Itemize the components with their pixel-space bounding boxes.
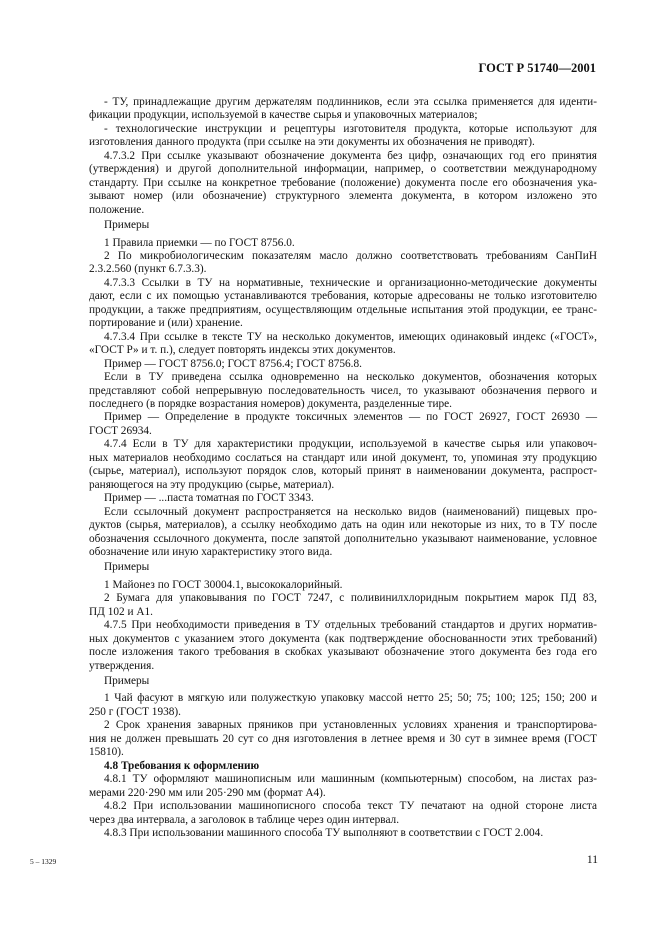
text-line: ния не должен превышать 20 сут со дня изготовления в летнее время и 30 сут в зимнее время (ГОСТ <box>89 732 597 745</box>
text-line: представляют собой непрерывную последовательность чисел, то указывают обозначения первого и <box>89 384 597 397</box>
paragraph <box>89 358 597 371</box>
text-line: ПД 102 и А1. <box>89 605 153 618</box>
paragraph <box>89 371 597 411</box>
text-line: 4.7.3.3 Ссылки в ТУ на нормативные, технические и организационно-методические документы <box>104 276 597 289</box>
paragraph <box>89 800 597 827</box>
text-line: 1 Правила приемки — по ГОСТ 8756.0. <box>104 236 295 249</box>
text-line: утверждения. <box>89 659 155 672</box>
text-line: 2 Срок хранения заварных пряников при установленных условиях хранения и транспортирова- <box>104 719 597 732</box>
text-line: 15810). <box>89 746 124 759</box>
paragraph <box>89 277 597 331</box>
text-line: ГОСТ 26934. <box>89 424 152 437</box>
text-line: 1 Чай фасуют в мягкую или полужесткую упаковку массой нетто 25; 50; 75; 100; 125; 150; 200 и <box>104 692 597 705</box>
text-line: Пример — Определение в продукте токсичных элементов — по ГОСТ 26927, ГОСТ 26930 — <box>104 411 597 424</box>
text-line: последнего (в порядке возрастания номеров) документа, разделенные тире. <box>89 397 452 410</box>
text-line: - ТУ, принадлежащие другим держателям подлинников, если эта ссылка применяется для иденти- <box>104 96 597 108</box>
paragraph <box>89 579 597 592</box>
text-line: 1 Майонез по ГОСТ 30004.1, высококалорийный. <box>104 578 343 591</box>
paragraph <box>89 692 597 719</box>
text-line: 2 По микробиологическим показателям масло должно соответствовать требованиям СанПиН <box>104 249 597 262</box>
text-line: обозначения ссылочного документа, после запятой дополнительно указывают наименование, условное <box>89 532 597 545</box>
text-line: «ГОСТ Р» и т. п.), следует повторять индексы этих документов. <box>89 344 396 357</box>
paragraph <box>89 150 597 217</box>
text-line: фикации продукции, используемой в качестве сырья и упаковочных материалов; <box>89 109 478 122</box>
paragraph <box>89 237 597 250</box>
paragraph <box>89 438 597 492</box>
text-line: ных материалов необходимо сослаться на стандарт или иной документ, то, упоминая эту продукцию <box>89 451 597 464</box>
text-line: дают, если с их помощью устанавливаются требования, которые адресованы не только изготовителю <box>89 290 597 303</box>
page-number: 11 <box>586 854 598 866</box>
text-line: (утверждения) и другой дополнительной информации, например, о соответствии международному <box>89 163 597 176</box>
paragraph <box>89 331 597 358</box>
paragraph <box>89 592 597 619</box>
text-line: Если ссылочный документ распространяется на несколько видов (наименований) пищевых про- <box>104 505 597 518</box>
text-line: Если в ТУ приведена ссылка одновременно на несколько документов, обозначения которых <box>104 371 597 384</box>
section-heading: 4.8 Требования к оформлению <box>104 759 260 772</box>
text-line: 4.7.3.4 При ссылке в тексте ТУ на несколько документов, имеющих одинаковый индекс («ГОСТ», <box>104 330 597 343</box>
text-line: 2 Бумага для упаковывания по ГОСТ 7247, с поливинилхлоридным покрытием марок ПД 83, <box>104 592 597 605</box>
text-line: 4.7.4 Если в ТУ для характеристики продукции, используемой в качестве сырья или упаковоч- <box>104 438 597 451</box>
paragraph <box>89 773 597 800</box>
text-line: 4.8.2 При использовании машинописного способа текст ТУ печатают на одной стороне листа <box>104 800 597 813</box>
examples-heading: Примеры <box>104 219 150 232</box>
text-line: - технологические инструкции и рецептуры изготовителя продукта, которые используют для <box>104 122 597 135</box>
paragraph <box>89 250 597 277</box>
text-line: дуктов (сырья, материалов), а ссылку необходимо дать на один или некоторые из них, то в ТУ после <box>89 519 597 532</box>
text-line: 250 г (ГОСТ 1938). <box>89 705 181 718</box>
text-line: (сырье, материал), используют порядок слов, который принят в наименовании документа, распрост- <box>89 465 597 478</box>
text-line: после изложения такого требования в скобках указывают обозначение этого документа без года его <box>89 646 597 659</box>
text-line: обозначение или иную характеристику этого вида. <box>89 545 333 558</box>
document-body <box>89 96 597 840</box>
text-line: ных документов с указанием этого документа (как подтверждение обоснованности этих требований) <box>89 632 597 645</box>
examples-heading: Примеры <box>104 561 150 574</box>
text-line: 4.8.3 При использовании машинного способа ТУ выполняют в соответствии с ГОСТ 2.004. <box>104 827 544 840</box>
paragraph <box>89 827 597 840</box>
paragraph <box>89 506 597 560</box>
text-line: положение. <box>89 203 145 216</box>
text-line: зывают номер (или обозначение) структурного элемента документа, в котором изложено это <box>89 190 597 203</box>
document-number: ГОСТ Р 51740—2001 <box>478 61 596 75</box>
print-code: 5 – 1329 <box>30 857 57 866</box>
paragraph <box>89 619 597 673</box>
text-line: изготовления данного продукта (при ссылке на эти документы их обозначения не приводят). <box>89 136 535 149</box>
text-line: 4.7.5 При необходимости приведения в ТУ отдельных требований стандартов и других норматив- <box>104 619 597 632</box>
text-line: через два интервала, а заголовок в таблице через один интервал. <box>89 813 400 826</box>
text-line: Пример — ГОСТ 8756.0; ГОСТ 8756.4; ГОСТ 8756.8. <box>104 357 362 370</box>
paragraph <box>89 719 597 759</box>
text-line: мерами 220·290 мм или 205·290 мм (формат А4). <box>89 786 326 799</box>
text-line: продукции, а также предприятиям, осуществляющим отдельные испытания этой продукции, ее транс- <box>89 303 597 316</box>
paragraph <box>89 411 597 438</box>
text-line: 2.3.2.560 (пункт 6.7.3.3). <box>89 263 207 276</box>
paragraph <box>89 492 597 505</box>
text-line: раняющегося на эту продукцию (сырье, материал). <box>89 478 335 491</box>
text-line: Пример — ...паста томатная по ГОСТ 3343. <box>104 492 314 505</box>
text-line: стандарту. При ссылке на конкретное требование (положение) документа после его обозначения ука- <box>89 176 597 189</box>
text-line: 4.8.1 ТУ оформляют машинописным или машинным (компьютерным) способом, на листах раз- <box>104 773 597 786</box>
examples-heading: Примеры <box>104 675 150 688</box>
paragraph <box>89 123 597 150</box>
text-line: портирование и (или) хранение. <box>89 317 243 330</box>
text-line: 4.7.3.2 При ссылке указывают обозначение документа без цифр, означающих год его принятия <box>104 149 597 162</box>
paragraph <box>89 96 597 123</box>
